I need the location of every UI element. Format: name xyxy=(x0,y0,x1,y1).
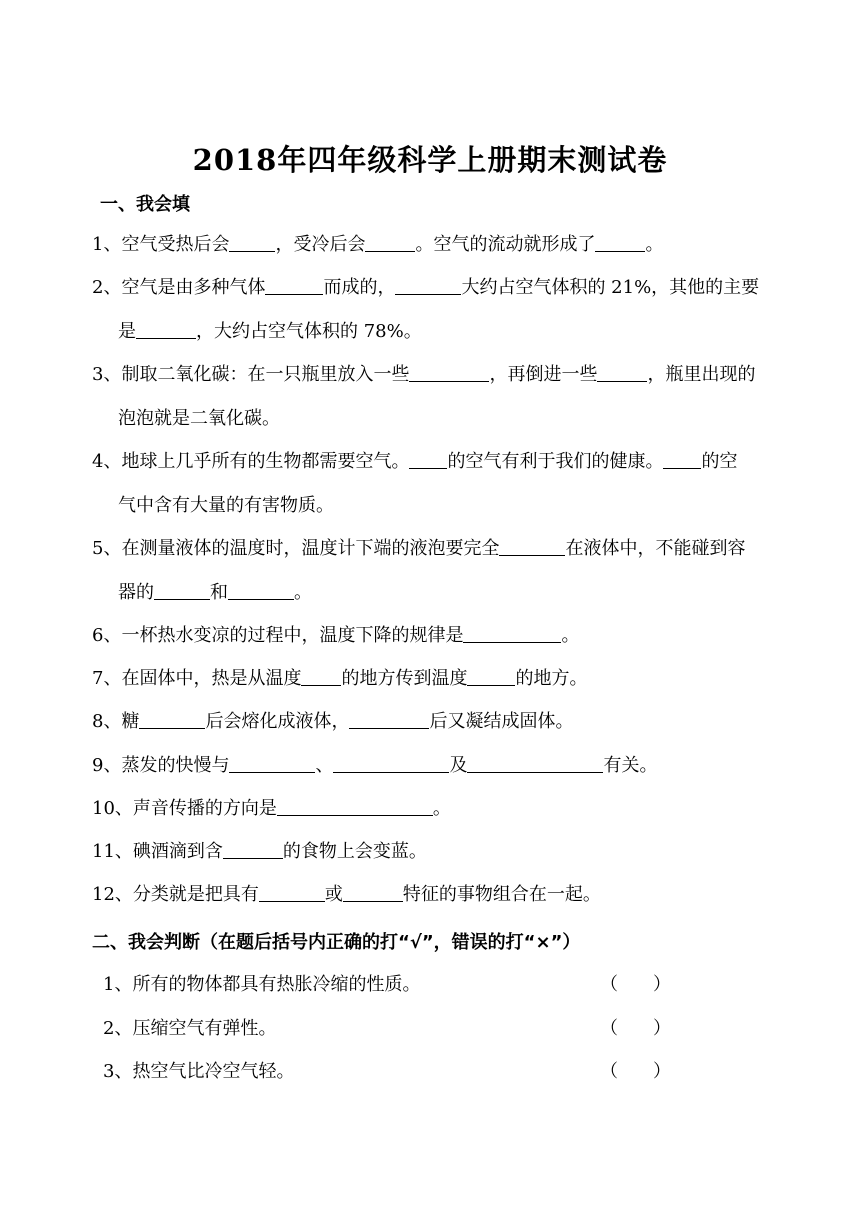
question-text: 一杯热水变凉的过程中，温度下降的规律是 xyxy=(121,625,464,646)
answer-blank[interactable] xyxy=(223,840,283,859)
answer-parentheses[interactable] xyxy=(600,970,671,996)
judge-item-3 xyxy=(103,1057,294,1083)
judge-item-1 xyxy=(103,970,420,996)
answer-blank[interactable] xyxy=(595,233,645,252)
answer-blank[interactable] xyxy=(277,797,433,816)
question-text: 和 xyxy=(210,582,228,603)
question-text: 有关。 xyxy=(603,755,658,776)
question-text: 。 xyxy=(645,234,664,255)
page-title: 2018年四年级科学上册期末测试卷 xyxy=(192,143,668,177)
question-number: 10、 xyxy=(92,798,133,819)
answer-blank[interactable] xyxy=(229,233,275,252)
question-text: 在测量液体的温度时，温度计下端的液泡要完全 xyxy=(121,538,500,559)
question-text: 的地方传到温度 xyxy=(341,668,468,689)
question-text: 的食物上会变蓝。 xyxy=(282,841,427,862)
section-judge-heading: 二、我会判断（在题后括号内正确的打“√”，错误的打“×”） xyxy=(92,932,581,953)
answer-parentheses[interactable] xyxy=(600,1057,671,1083)
answer-blank[interactable] xyxy=(228,581,294,600)
answer-blank[interactable] xyxy=(349,710,429,729)
question-text: 碘酒滴到含 xyxy=(132,841,223,862)
question-text: 热空气比冷空气轻。 xyxy=(132,1061,295,1082)
question-number: 6、 xyxy=(92,625,122,646)
answer-blank[interactable] xyxy=(467,667,515,686)
answer-blank[interactable] xyxy=(409,363,489,382)
answer-parentheses[interactable] xyxy=(600,1014,671,1040)
question-5 xyxy=(92,527,817,615)
answer-blank[interactable] xyxy=(597,363,647,382)
question-text: 。 xyxy=(294,582,312,603)
question-3 xyxy=(92,353,817,441)
question-text: 、 xyxy=(315,755,334,776)
left-parenthesis: （ xyxy=(600,974,618,995)
question-text: 的地方。 xyxy=(515,668,588,689)
answer-blank[interactable] xyxy=(463,624,561,643)
question-text: 空气是由多种气体 xyxy=(121,277,266,298)
question-11 xyxy=(92,830,817,874)
question-2 xyxy=(92,266,817,354)
question-number: 3、 xyxy=(103,1061,133,1082)
question-text: 。 xyxy=(432,798,451,819)
question-text: 在液体中，不能碰到容 xyxy=(565,538,746,559)
question-text: 后会熔化成液体， xyxy=(205,711,350,732)
question-9 xyxy=(92,744,817,788)
question-text: 是 xyxy=(118,321,136,342)
question-text: ，再倒进一些 xyxy=(489,364,598,385)
answer-blank[interactable] xyxy=(365,233,415,252)
judge-item-2 xyxy=(103,1014,276,1040)
question-text: 。空气的流动就形成了 xyxy=(415,234,596,255)
question-6 xyxy=(92,614,817,658)
question-text: 糖 xyxy=(121,711,140,732)
question-10 xyxy=(92,787,817,831)
right-parenthesis: ） xyxy=(653,1018,671,1039)
question-text: 及 xyxy=(449,755,468,776)
section-fill-in-heading: 一、我会填 xyxy=(100,194,190,215)
question-text: 在固体中，热是从温度 xyxy=(121,668,302,689)
question-text: 压缩空气有弹性。 xyxy=(132,1018,277,1039)
question-12 xyxy=(92,873,817,917)
question-number: 12、 xyxy=(92,884,133,905)
answer-blank[interactable] xyxy=(499,537,565,556)
left-parenthesis: （ xyxy=(600,1061,618,1082)
right-parenthesis: ） xyxy=(653,974,671,995)
question-text: 的空气有利于我们的健康。 xyxy=(447,451,664,472)
answer-blank[interactable] xyxy=(343,883,403,902)
question-number: 3、 xyxy=(92,364,122,385)
question-number: 2、 xyxy=(92,277,122,298)
answer-blank[interactable] xyxy=(229,754,315,773)
answer-blank[interactable] xyxy=(409,450,447,469)
question-number: 1、 xyxy=(92,234,122,255)
answer-blank[interactable] xyxy=(333,754,449,773)
answer-blank[interactable] xyxy=(154,581,210,600)
question-text: 空气受热后会 xyxy=(121,234,230,255)
question-number: 4、 xyxy=(92,451,122,472)
answer-blank[interactable] xyxy=(663,450,701,469)
answer-blank[interactable] xyxy=(136,320,196,339)
left-parenthesis: （ xyxy=(600,1018,618,1039)
question-text: ，大约占空气体积的 78%。 xyxy=(196,321,422,342)
answer-blank[interactable] xyxy=(395,276,461,295)
question-text: 气中含有大量的有害物质。 xyxy=(118,495,334,516)
right-parenthesis: ） xyxy=(653,1061,671,1082)
answer-blank[interactable] xyxy=(139,710,205,729)
question-text: ，受冷后会 xyxy=(275,234,366,255)
answer-blank[interactable] xyxy=(265,276,323,295)
question-text: 声音传播的方向是 xyxy=(132,798,277,819)
question-number: 7、 xyxy=(92,668,122,689)
question-text: 分类就是把具有 xyxy=(132,884,259,905)
question-text: 制取二氧化碳：在一只瓶里放入一些 xyxy=(121,364,410,385)
question-text: 大约占空气体积的 21%，其他的主要 xyxy=(461,277,760,298)
question-8 xyxy=(92,700,817,744)
question-text: 。 xyxy=(561,625,580,646)
question-text: 所有的物体都具有热胀冷缩的性质。 xyxy=(132,974,421,995)
question-number: 9、 xyxy=(92,755,122,776)
question-text: 器的 xyxy=(118,582,154,603)
question-4 xyxy=(92,440,817,528)
question-text: 后又凝结成固体。 xyxy=(429,711,574,732)
answer-blank[interactable] xyxy=(301,667,341,686)
question-number: 1、 xyxy=(103,974,133,995)
question-number: 8、 xyxy=(92,711,122,732)
question-text: 蒸发的快慢与 xyxy=(121,755,230,776)
question-number: 11、 xyxy=(92,841,133,862)
question-text: 泡泡就是二氧化碳。 xyxy=(118,408,280,429)
answer-blank[interactable] xyxy=(259,883,325,902)
question-text: ，瓶里出现的 xyxy=(647,364,756,385)
question-number: 5、 xyxy=(92,538,122,559)
question-text: 或 xyxy=(324,884,343,905)
question-text: 特征的事物组合在一起。 xyxy=(402,884,601,905)
question-1 xyxy=(92,223,817,267)
answer-blank[interactable] xyxy=(467,754,603,773)
question-text: 地球上几乎所有的生物都需要空气。 xyxy=(121,451,410,472)
question-text: 的空 xyxy=(701,451,738,472)
question-7 xyxy=(92,657,817,701)
question-number: 2、 xyxy=(103,1018,133,1039)
question-text: 而成的， xyxy=(323,277,396,298)
